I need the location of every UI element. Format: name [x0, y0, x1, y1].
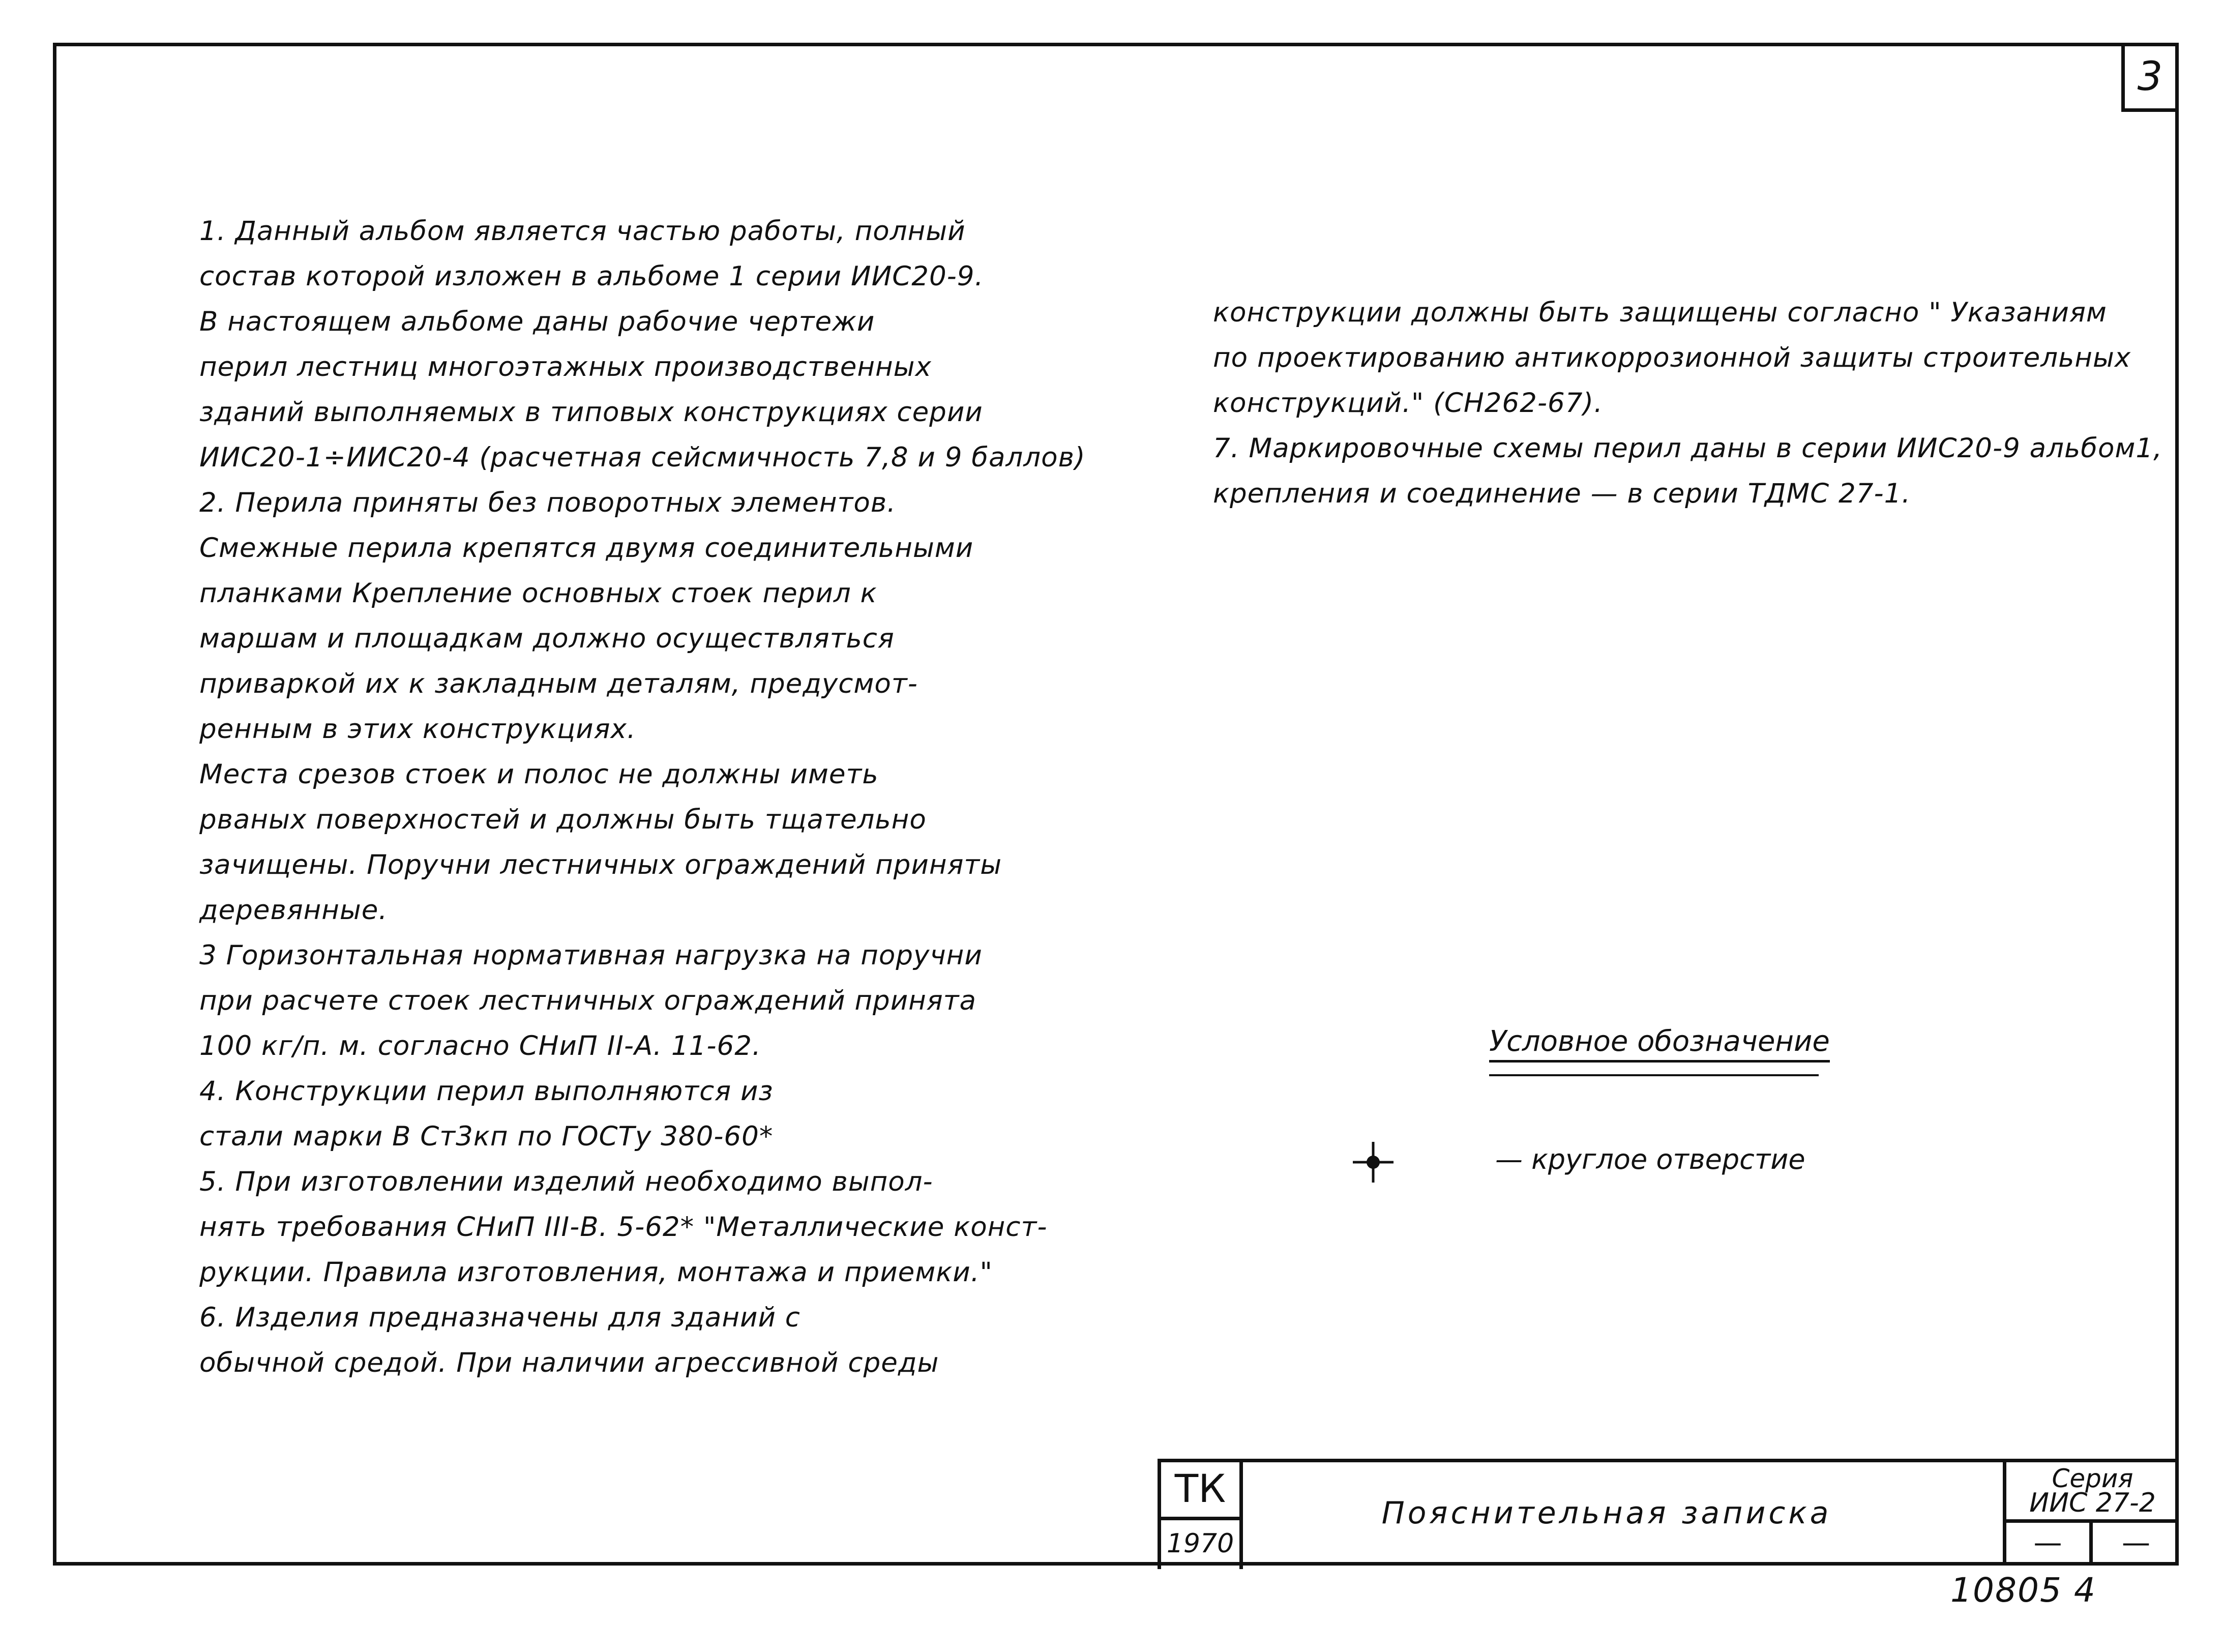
- series-code: ИИС 27-2: [2029, 1488, 2156, 1518]
- title-block-title: Пояснительная записка: [1381, 1495, 1832, 1531]
- note-line: 7. Маркировочные схемы перил даны в серии ИИС20-9 альбом1,: [1213, 433, 2162, 464]
- note-line: состав которой изложен в альбоме 1 серии ИИС20-9.: [199, 261, 984, 292]
- note-line: 3 Горизонтальная нормативная нагрузка на поручни: [199, 940, 983, 971]
- note-line: ренным в этих конструкциях.: [199, 714, 636, 745]
- note-line: планками Крепление основных стоек перил к: [199, 578, 877, 609]
- note-line: маршам и площадкам должно осуществляться: [199, 623, 895, 654]
- note-line: 5. При изготовлении изделий необходимо выпол-: [199, 1166, 933, 1197]
- note-line: Места срезов стоек и полос не должны иметь: [199, 759, 879, 790]
- legend-item-label: — круглое отверстие: [1495, 1143, 1805, 1175]
- note-line: В настоящем альбоме даны рабочие чертежи: [199, 306, 875, 337]
- note-line: при расчете стоек лестничных ограждений принята: [199, 985, 977, 1016]
- notes-right-column: [1213, 290, 2162, 516]
- note-line: рваных поверхностей и должны быть тщательно: [199, 804, 927, 835]
- legend-title: Условное обозначение: [1489, 1025, 1830, 1063]
- note-line: 4. Конструкции перил выполняются из: [199, 1076, 774, 1107]
- title-block-cell-b: —: [2122, 1526, 2150, 1559]
- note-line: нять требования СНиП ІІІ-В. 5-62* "Металлические конст-: [199, 1212, 1048, 1243]
- note-line: деревянные.: [199, 895, 388, 926]
- archive-number: 10805 4: [1950, 1571, 2096, 1610]
- note-line: зачищены. Поручни лестничных ограждений приняты: [199, 849, 1002, 880]
- note-line: 2. Перила приняты без поворотных элементов.: [199, 487, 896, 518]
- legend-title-underline: [1489, 1074, 1819, 1076]
- note-line: по проектированию антикоррозионной защиты строительных: [1213, 342, 2131, 373]
- title-block-org: ТК: [1158, 1462, 1243, 1520]
- title-block-cell-a: —: [2006, 1523, 2093, 1566]
- note-line: стали марки В Ст3кп по ГОСТу 380-60*: [199, 1121, 774, 1152]
- series-divider: [2006, 1519, 2179, 1523]
- notes-left-column: [199, 209, 1086, 1385]
- note-line: обычной средой. При наличии агрессивной среды: [199, 1347, 939, 1378]
- title-block-year: 1970: [1158, 1520, 1243, 1569]
- note-line: приваркой их к закладным деталям, предусмот-: [199, 668, 918, 699]
- note-line: зданий выполняемых в типовых конструкциях серии: [199, 397, 983, 428]
- note-line: 1. Данный альбом является частью работы, полный: [199, 216, 966, 247]
- note-line: ИИС20-1÷ИИС20-4 (расчетная сейсмичность 7,8 и 9 баллов): [199, 442, 1086, 473]
- title-block: [1158, 1459, 2179, 1566]
- round-hole-symbol-icon: [1353, 1142, 1394, 1183]
- note-line: Смежные перила крепятся двумя соединительными: [199, 533, 974, 564]
- note-line: 6. Изделия предназначены для зданий с: [199, 1302, 801, 1333]
- note-line: 100 кг/п. м. согласно СНиП ІІ-А. 11-62.: [199, 1030, 761, 1061]
- note-line: конструкции должны быть защищены согласно " Указаниям: [1213, 297, 2107, 328]
- note-line: крепления и соединение — в серии ТДМС 27-1.: [1213, 478, 1911, 509]
- note-line: рукции. Правила изготовления, монтажа и приемки.": [199, 1257, 993, 1288]
- page-number: 3: [2121, 43, 2179, 112]
- note-line: конструкций." (СН262-67).: [1213, 388, 1603, 419]
- note-line: перил лестниц многоэтажных производственных: [199, 351, 932, 382]
- title-block-series: [2003, 1462, 2179, 1566]
- series-label: Серия: [2052, 1464, 2133, 1493]
